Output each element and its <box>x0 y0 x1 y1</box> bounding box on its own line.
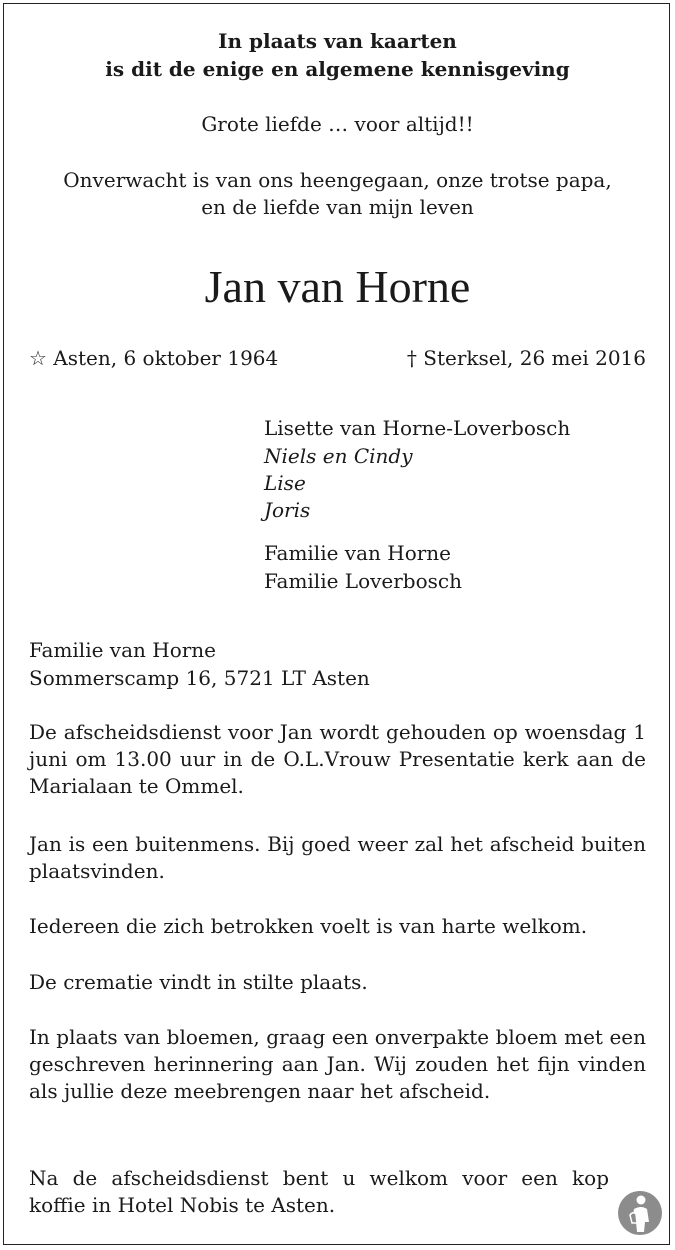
address-line-1: Familie van Horne <box>29 638 217 662</box>
child-name: Lise <box>264 471 306 495</box>
partner-name: Lisette van Horne-Loverbosch <box>264 416 571 440</box>
paragraph-cremation: De crematie vindt in stilte plaats. <box>29 970 368 994</box>
paragraph-welcome: Iedereen die zich betrokken voelt is van harte welkom. <box>29 914 588 938</box>
person-silhouette-icon <box>616 1189 664 1237</box>
paragraph-outdoor: Jan is een buitenmens. Bij goed weer zal het afscheid buiten plaatsvinden. <box>29 832 646 883</box>
header-line-1: In plaats van kaarten <box>218 29 457 53</box>
child-name: Joris <box>264 498 311 522</box>
family-name: Familie Loverbosch <box>264 569 462 593</box>
deceased-name: Jan van Horne <box>204 261 471 312</box>
header-line-2: is dit de enige en algemene kennisgeving <box>105 57 570 81</box>
birth-date: Asten, 6 oktober 1964 <box>53 346 279 370</box>
family-name: Familie van Horne <box>264 541 452 565</box>
paragraph-flowers: In plaats van bloemen, graag een onverpakte bloem met een geschreven herinnering aan Jan. Wij zouden het fijn vinden als jullie deze meebrengen naar het afscheid. <box>29 1025 646 1103</box>
child-name: Niels en Cindy <box>264 444 413 468</box>
paragraph-coffee: Na de afscheidsdienst bent u welkom voor een kop koffie in Hotel Nobis te Asten. <box>29 1166 609 1217</box>
tagline: Grote liefde … voor altijd!! <box>201 112 474 136</box>
death-date: † Sterksel, 26 mei 2016 <box>406 346 646 370</box>
address-line-2: Sommerscamp 16, 5721 LT Asten <box>29 666 370 690</box>
star-icon: ☆ <box>29 346 47 370</box>
paragraph-service: De afscheidsdienst voor Jan wordt gehouden op woensdag 1 juni om 13.00 uur in de O.L.Vrouw Presentatie kerk aan de Marialaan te Ommel. <box>29 720 646 798</box>
birth-line <box>29 345 278 372</box>
intro-line-2: en de liefde van mijn leven <box>201 195 474 219</box>
intro-line-1: Onverwacht is van ons heengegaan, onze trotse papa, <box>63 168 612 192</box>
